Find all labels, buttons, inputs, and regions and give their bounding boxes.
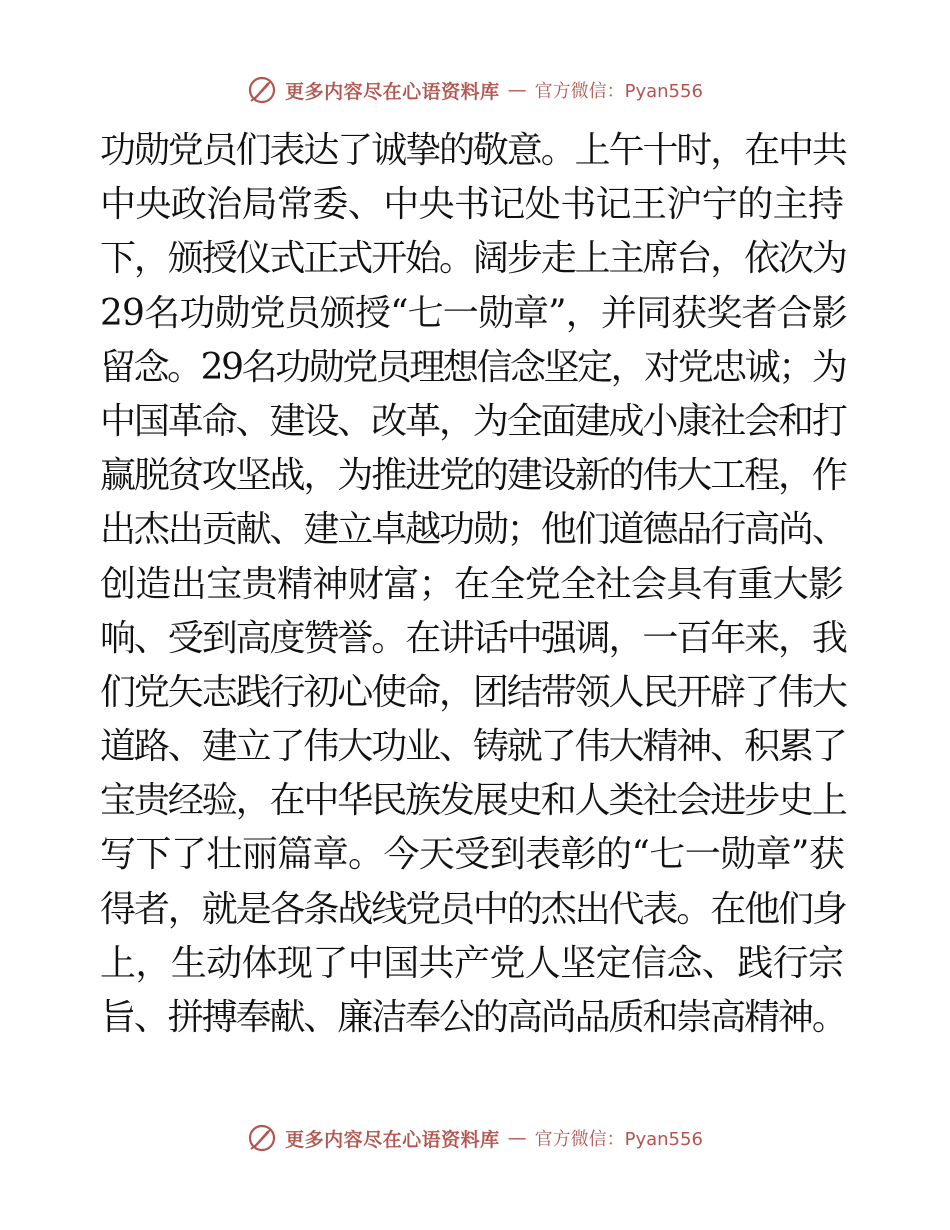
text-line: 响、受到高度赞誉。在讲话中强调，一百年来，我 — [100, 617, 846, 659]
text-line: 写下了壮丽篇章。今天受到表彰的“七一勋章”获 — [100, 834, 845, 876]
text-line: 中央政治局常委、中央书记处书记王沪宁的主持 — [100, 184, 844, 226]
wechat-contact: 官方微信：Pyan556 — [534, 1129, 703, 1150]
document-body — [100, 124, 860, 1045]
text-line: 留念。29名功勋党员理想信念坚定，对党忠诚；为 — [100, 346, 846, 388]
banner-separator: — — [507, 1127, 527, 1149]
text-line: 创造出宝贵精神财富；在全党全社会具有重大影 — [100, 563, 844, 605]
text-line: 下，颁授仪式正式开始。阔步走上主席台，依次为 — [100, 238, 846, 280]
text-line: 29名功勋党员颁授“七一勋章”，并同获奖者合影 — [100, 292, 847, 334]
site-name: 更多内容尽在心语资料库 — [285, 1128, 500, 1151]
text-line: 们党矢志践行初心使命，团结带领人民开辟了伟大 — [100, 671, 846, 713]
text-line: 赢脱贫攻坚战，为推进党的建设新的伟大工程，作 — [100, 455, 846, 497]
text-line: 上，生动体现了中国共产党人坚定信念、践行宗 — [100, 942, 844, 984]
text-line: 功勋党员们表达了诚挚的敬意。上午十时，在中共 — [100, 130, 846, 171]
text-line: 宝贵经验，在中华民族发展史和人类社会进步史上 — [100, 780, 846, 822]
text-line: 得者，就是各条战线党员中的杰出代表。在他们身 — [100, 888, 846, 930]
footer-banner — [0, 1118, 950, 1158]
text-line: 道路、建立了伟大功业、铸就了伟大精神、积累了 — [100, 726, 846, 768]
banner-separator: — — [507, 79, 527, 101]
site-name: 更多内容尽在心语资料库 — [285, 80, 500, 103]
quill-pen-logo-icon — [247, 75, 277, 105]
wechat-contact: 官方微信：Pyan556 — [534, 81, 703, 102]
text-line: 出杰出贡献、建立卓越功勋；他们道德品行高尚、 — [100, 509, 846, 551]
header-banner — [0, 70, 950, 110]
text-line: 旨、拼搏奉献、廉洁奉公的高尚品质和崇高精神。 — [100, 997, 846, 1038]
quill-pen-logo-icon — [247, 1123, 277, 1153]
text-line: 中国革命、建设、改革，为全面建成小康社会和打 — [100, 400, 846, 442]
